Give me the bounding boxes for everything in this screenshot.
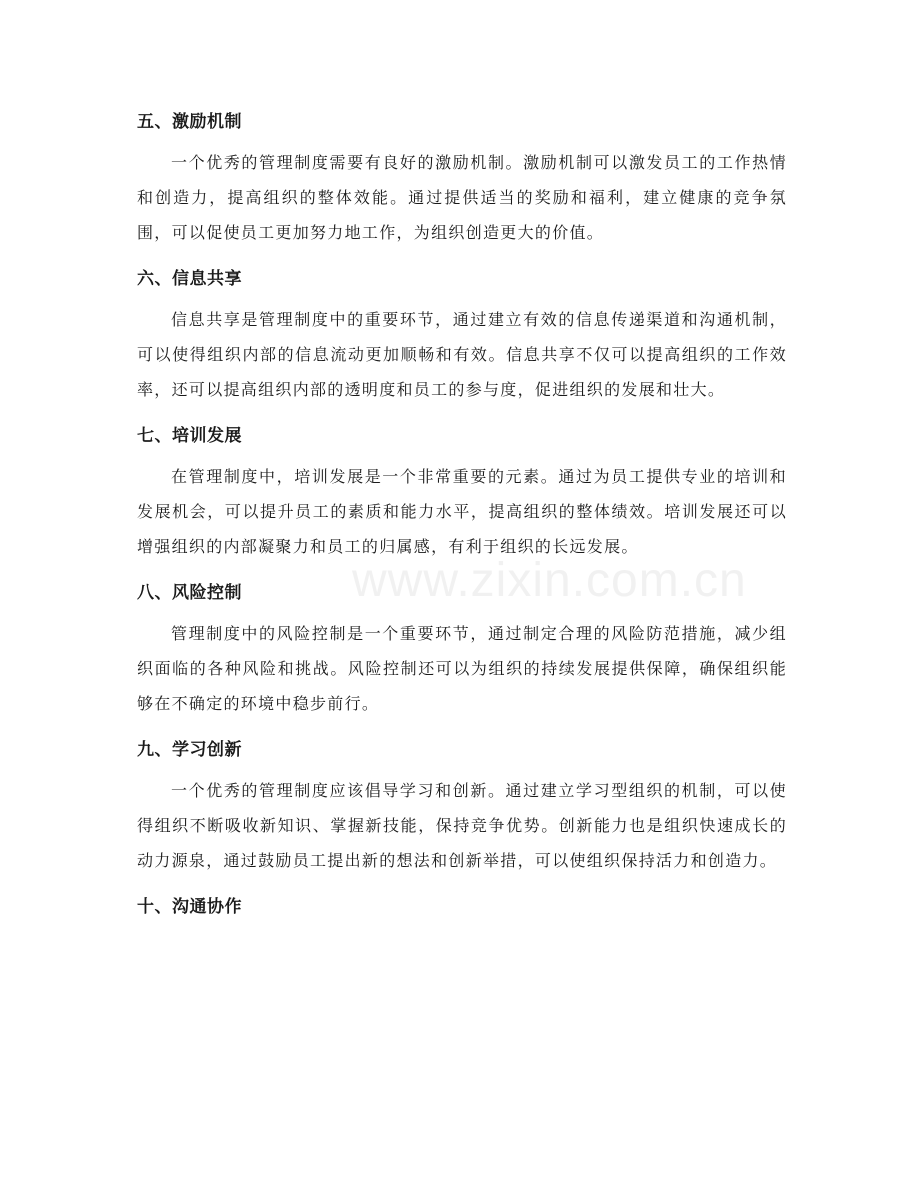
section-body-incentive: 一个优秀的管理制度需要有良好的激励机制。激励机制可以激发员工的工作热情和创造力，提高组织的整体效能。通过提供适当的奖励和福利，建立健康的竞争氛围，可以促使员工更加努力地工作，为组织创造更大的价值。 [137, 153, 787, 242]
section-body-info-sharing: 信息共享是管理制度中的重要环节，通过建立有效的信息传递渠道和沟通机制，可以使得组织内部的信息流动更加顺畅和有效。信息共享不仅可以提高组织的工作效率，还可以提高组织内部的透明度和员工的参与度，促进组织的发展和壮大。 [137, 310, 787, 399]
section-body-risk-control: 管理制度中的风险控制是一个重要环节，通过制定合理的风险防范措施，减少组织面临的各种风险和挑战。风险控制还可以为组织的持续发展提供保障，确保组织能够在不确定的环境中稳步前行。 [137, 624, 787, 713]
section-heading-training: 七、培训发展 [137, 426, 242, 446]
section-body-training: 在管理制度中，培训发展是一个非常重要的元素。通过为员工提供专业的培训和发展机会，可以提升员工的素质和能力水平，提高组织的整体绩效。培训发展还可以增强组织的内部凝聚力和员工的归属感，有利于组织的长远发展。 [137, 467, 787, 556]
section-heading-risk-control: 八、风险控制 [137, 583, 242, 603]
document-content [137, 103, 787, 926]
section-heading-incentive: 五、激励机制 [137, 112, 242, 132]
section-body-learning: 一个优秀的管理制度应该倡导学习和创新。通过建立学习型组织的机制，可以使得组织不断吸收新知识、掌握新技能，保持竞争优势。创新能力也是组织快速成长的动力源泉，通过鼓励员工提出新的想法和创新举措，可以使组织保持活力和创造力。 [137, 781, 787, 870]
section-heading-communication: 十、沟通协作 [137, 897, 242, 917]
watermark: www.zixin.com.cn [352, 554, 747, 607]
section-heading-info-sharing: 六、信息共享 [137, 269, 242, 289]
section-heading-learning: 九、学习创新 [137, 740, 242, 760]
